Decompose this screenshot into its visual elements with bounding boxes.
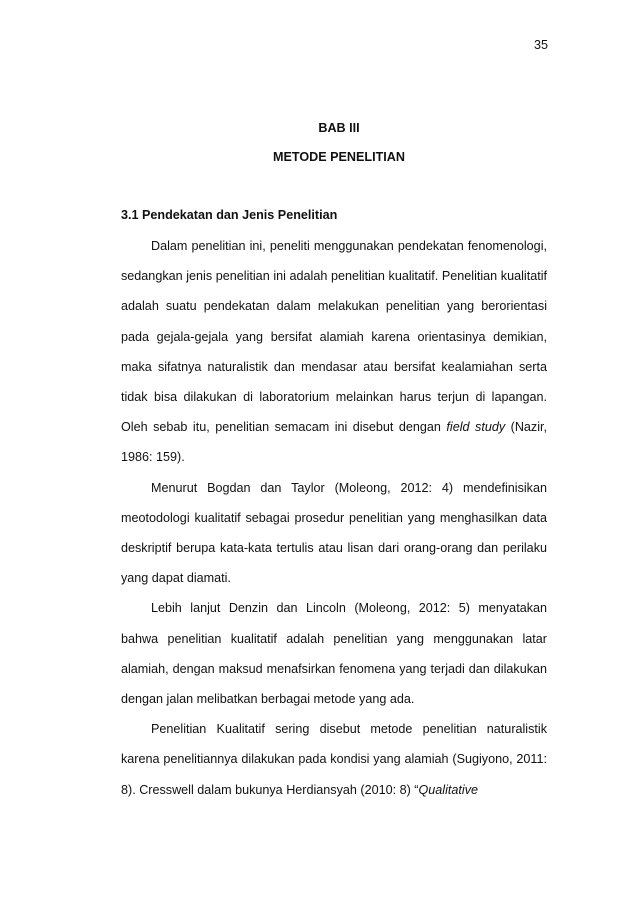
italic-term: Qualitative: [418, 782, 479, 797]
page-number: 35: [533, 38, 548, 52]
paragraph-text: Menurut Bogdan dan Taylor (Moleong, 2012: 4) mendefinisikan meotodologi kualitatif sebagai prosedur penelitian yang menghasilkan data deskriptif berupa kata-kata tertulis atau lisan dari orang-orang dan perilaku yang dapat diamati.: [121, 480, 547, 586]
section-heading: 3.1 Pendekatan dan Jenis Penelitian: [121, 208, 338, 222]
paragraph-text: Dalam penelitian ini, peneliti menggunakan pendekatan fenomenologi, sedangkan jenis penelitian ini adalah penelitian kualitatif. Penelitian kualitatif adalah suatu pendekatan dalam melakukan penelitian yang berorientasi pada gejala-gejala yang bersifat alamiah karena orientasinya demikian, maka sifatnya naturalistik dan mendasar atau bersifat kealamiahan serta tidak bisa dilakukan di laboratorium melainkan harus terjun di lapangan. Oleh sebab itu, penelitian semacam ini disebut dengan: [121, 239, 547, 435]
paragraph-text: (Nazir, 1986: 159).: [121, 420, 548, 465]
paragraph: [121, 231, 547, 473]
chapter-label: BAB III: [318, 121, 360, 135]
paragraph-text: Lebih lanjut Denzin dan Lincoln (Moleong, 2012: 5) menyatakan bahwa penelitian kualitatif adalah penelitian yang menggunakan latar alamiah, dengan maksud menafsirkan fenomena yang terjadi dan dilakukan dengan jalan melibatkan berbagai metode yang ada.: [121, 601, 547, 707]
paragraph: [121, 593, 547, 714]
body-text: [121, 231, 547, 805]
paragraph: [121, 473, 547, 594]
chapter-title: METODE PENELITIAN: [272, 150, 405, 164]
italic-term: field study: [446, 420, 506, 435]
paragraph: [121, 714, 547, 805]
paragraph-text: Penelitian Kualitatif sering disebut metode penelitian naturalistik karena penelitiannya dilakukan pada kondisi yang alamiah (Sugiyono, 2011: 8). Cresswell dalam bukunya Herdiansyah (2010: 8) “: [121, 722, 547, 797]
